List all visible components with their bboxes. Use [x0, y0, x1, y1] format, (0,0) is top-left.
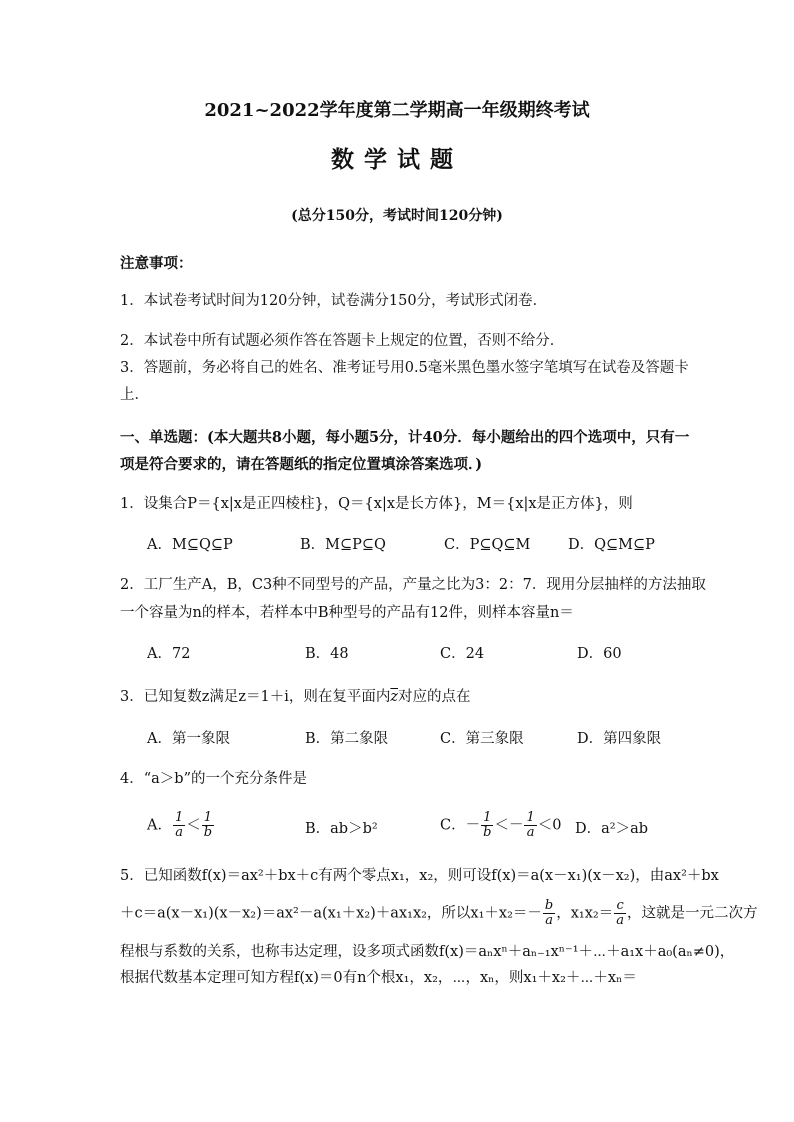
notice-item-1: 1．本试卷考试时间为120分钟，试卷满分150分，考试形式闭卷．: [120, 293, 548, 309]
q3-stem-after: 对应的点在: [398, 689, 471, 705]
q3-option-c: C．第三象限: [440, 731, 524, 747]
q5-line1: 5．已知函数f(x)＝ax²＋bx＋c有两个零点x₁，x₂，则可设f(x)＝a(x－x₁)(x－x₂)，由ax²＋bx: [120, 868, 719, 884]
q4-option-b: B．ab＞b²: [305, 821, 378, 837]
q3-option-b: B．第二象限: [305, 731, 389, 747]
q2-line2: 一个容量为n的样本，若样本中B种型号的产品有12件，则样本容量n＝: [120, 605, 574, 621]
notice-heading: 注意事项：: [120, 255, 193, 272]
exam-title: 2021~2022学年度第二学期高一年级期终考试: [204, 100, 590, 121]
q3-option-a: A．第一象限: [147, 731, 230, 747]
q1-option-a: A．M⊆Q⊆P: [147, 537, 233, 553]
q5-line3: 程根与系数的关系，也称韦达定理，设多项式函数f(x)＝aₙxⁿ＋aₙ₋₁xⁿ⁻¹＋⋯＋a₁x＋a₀(aₙ≠0)，: [120, 944, 735, 960]
notice-item-3-cont: 上．: [120, 387, 149, 403]
section1-line2: 项是符合要求的，请在答题纸的指定位置填涂答案选项．): [120, 456, 483, 473]
exam-info: (总分150分，考试时间120分钟): [291, 208, 503, 224]
q1-option-c: C．P⊆Q⊆M: [444, 537, 531, 553]
q5-frac-b-over-a: $\frac{b}{a}$: [544, 898, 554, 928]
q2-option-a: A．72: [147, 646, 191, 662]
q2-option-b: B．48: [305, 646, 349, 662]
q3-stem-before: 3．已知复数z满足z＝1＋i，则在复平面内: [120, 689, 391, 705]
notice-item-2: 2．本试卷中所有试题必须作答在答题卡上规定的位置，否则不给分．: [120, 333, 565, 349]
section1-line1: 一、单选题：(本大题共8小题，每小题5分，计40分．每小题给出的四个选项中，只有一: [120, 429, 690, 446]
q2-option-d: D．60: [577, 646, 622, 662]
q4-option-d: D．a²＞ab: [575, 821, 649, 837]
q4-stem: 4．“a＞b”的一个充分条件是: [120, 771, 307, 787]
subject-title: 数学试题: [331, 146, 463, 173]
q4-a-frac-right: $\frac{1}{b}$: [203, 810, 213, 840]
q2-line1: 2．工厂生产A，B，C3种不同型号的产品，产量之比为3：2：7．现用分层抽样的方法抽取: [120, 577, 706, 593]
q3-stem: [120, 687, 471, 707]
q4-option-a: A． $\frac{1}{a}$ ＜ $\frac{1}{b}$: [147, 810, 213, 840]
q1-option-d: D．Q⊆M⊆P: [568, 537, 655, 553]
q1-stem: 1．设集合P＝{x|x是正四棱柱}，Q＝{x|x是长方体}，M＝{x|x是正方体}，则: [120, 496, 633, 512]
q5-frac-c-over-a: $\frac{c}{a}$: [616, 898, 624, 928]
q3-z-bar: $\overline{z}$: [390, 689, 399, 705]
q4-c-frac-left: $\frac{1}{b}$: [483, 810, 492, 840]
q4-c-frac-right: $\frac{1}{a}$: [526, 810, 535, 840]
q1-option-b: B．M⊆P⊆Q: [300, 537, 386, 553]
q3-option-d: D．第四象限: [577, 731, 662, 747]
q5-line2: ＋c＝a(x－x₁)(x－x₂)＝ax²－a(x₁＋x₂)＋ax₁x₂，所以x₁＋x₂＝－ $\frac{b}{a}$ ，x₁x₂＝ $\frac{c}{a}$ ，这就是一元二次方: [120, 898, 758, 928]
q5-line4: 根据代数基本定理可知方程f(x)＝0有n个根x₁，x₂，⋯，xₙ，则x₁＋x₂＋⋯＋xₙ＝: [120, 970, 637, 986]
q4-option-c: C．－ $\frac{1}{b}$ ＜－ $\frac{1}{a}$ ＜0: [440, 810, 562, 840]
q2-option-c: C．24: [440, 646, 485, 662]
notice-item-3: 3．答题前，务必将自己的姓名、准考证号用0.5毫米黑色墨水签字笔填写在试卷及答题卡: [120, 360, 689, 376]
q4-a-frac-left: $\frac{1}{a}$: [174, 810, 184, 840]
